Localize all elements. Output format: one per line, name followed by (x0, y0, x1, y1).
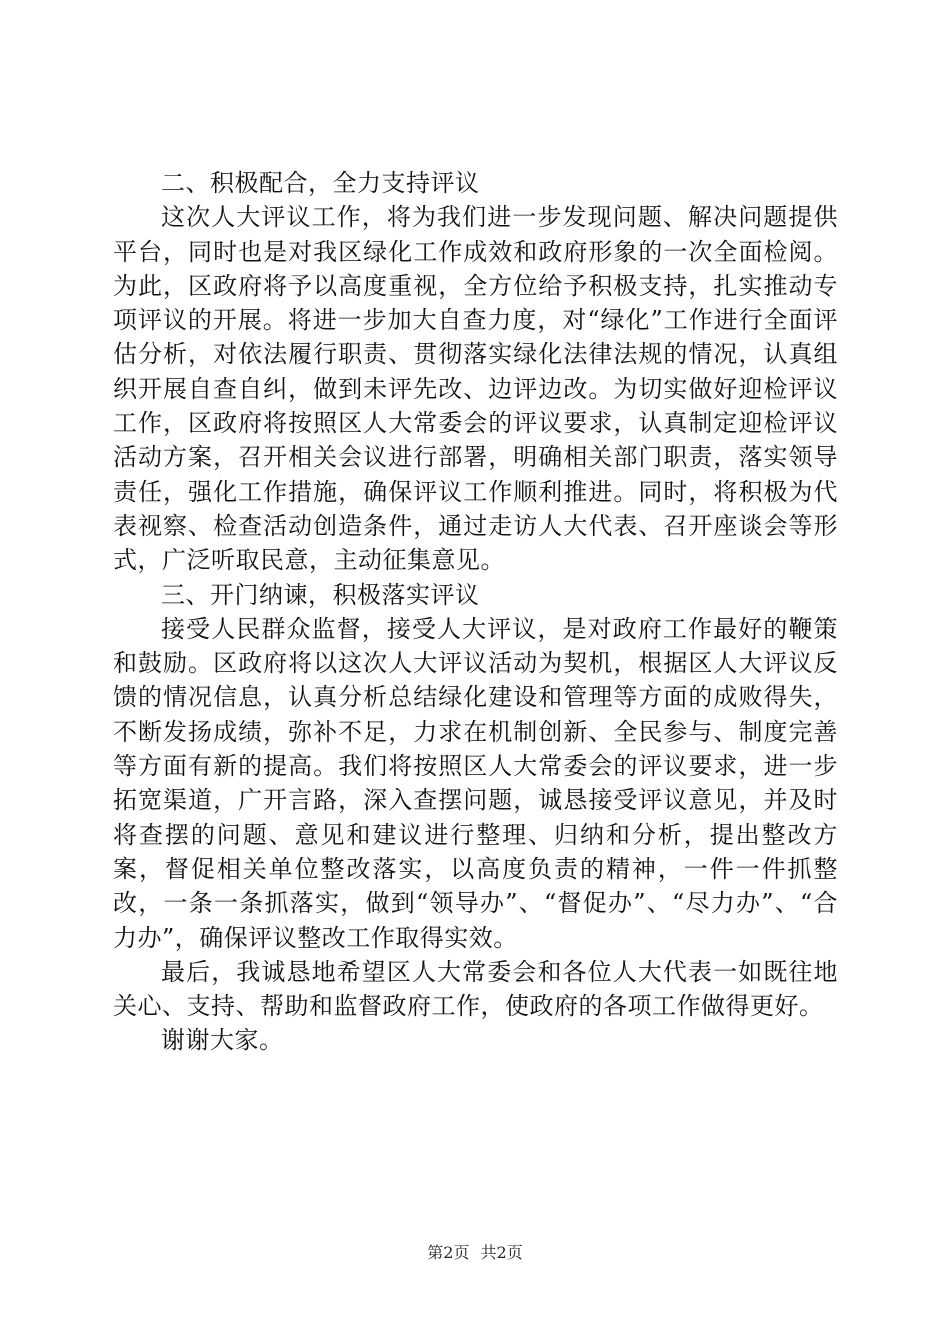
paragraph: 这次人大评议工作，将为我们进一步发现问题、解决问题提供平台，同时也是对我区绿化工作成效和政府形象的一次全面检阅。为此，区政府将予以高度重视，全方位给予积极支持，扎实推动专项评议的开展。将进一步加大自查力度，对“绿化”工作进行全面评估分析，对依法履行职责、贯彻落实绿化法律法规的情况，认真组织开展自查自纠，做到未评先改、边评边改。为切实做好迎检评议工作，区政府将按照区人大常委会的评议要求，认真制定迎检评议活动方案，召开相关会议进行部署，明确相关部门职责，落实领导责任，强化工作措施，确保评议工作顺利推进。同时，将积极为代表视察、检查活动创造条件，通过走访人大代表、召开座谈会等形式，广泛听取民意，主动征集意见。 (113, 203, 838, 575)
page-footer (0, 1243, 950, 1263)
section-heading-3: 三、开门纳谏，积极落实评议 (161, 580, 480, 609)
closing-paragraph: 最后，我诚恳地希望区人大常委会和各位人大代表一如既往地关心、支持、帮助和监督政府工作，使政府的各项工作做得更好。 (113, 957, 838, 1021)
document-body (113, 166, 838, 1058)
page-total: 共2页 (480, 1243, 523, 1262)
thanks-line: 谢谢大家。 (161, 1026, 284, 1055)
paragraph: 接受人民群众监督，接受人大评议，是对政府工作最好的鞭策和鼓励。区政府将以这次人大评议活动为契机，根据区人大评议反馈的情况信息，认真分析总结绿化建设和管理等方面的成败得失，不断发扬成绩，弥补不足，力求在机制创新、全民参与、制度完善等方面有新的提高。我们将按照区人大常委会的评议要求，进一步拓宽渠道，广开言路，深入查摆问题，诚恳接受评议意见，并及时将查摆的问题、意见和建议进行整理、归纳和分析，提出整改方案，督促相关单位整改落实，以高度负责的精神，一件一件抓整改，一条一条抓落实，做到“领导办”、“督促办”、“尽力办”、“合力办”，确保评议整改工作取得实效。 (113, 614, 838, 952)
section-heading-2: 二、积极配合，全力支持评议 (161, 169, 480, 197)
page-number: 第2页 (427, 1243, 470, 1262)
